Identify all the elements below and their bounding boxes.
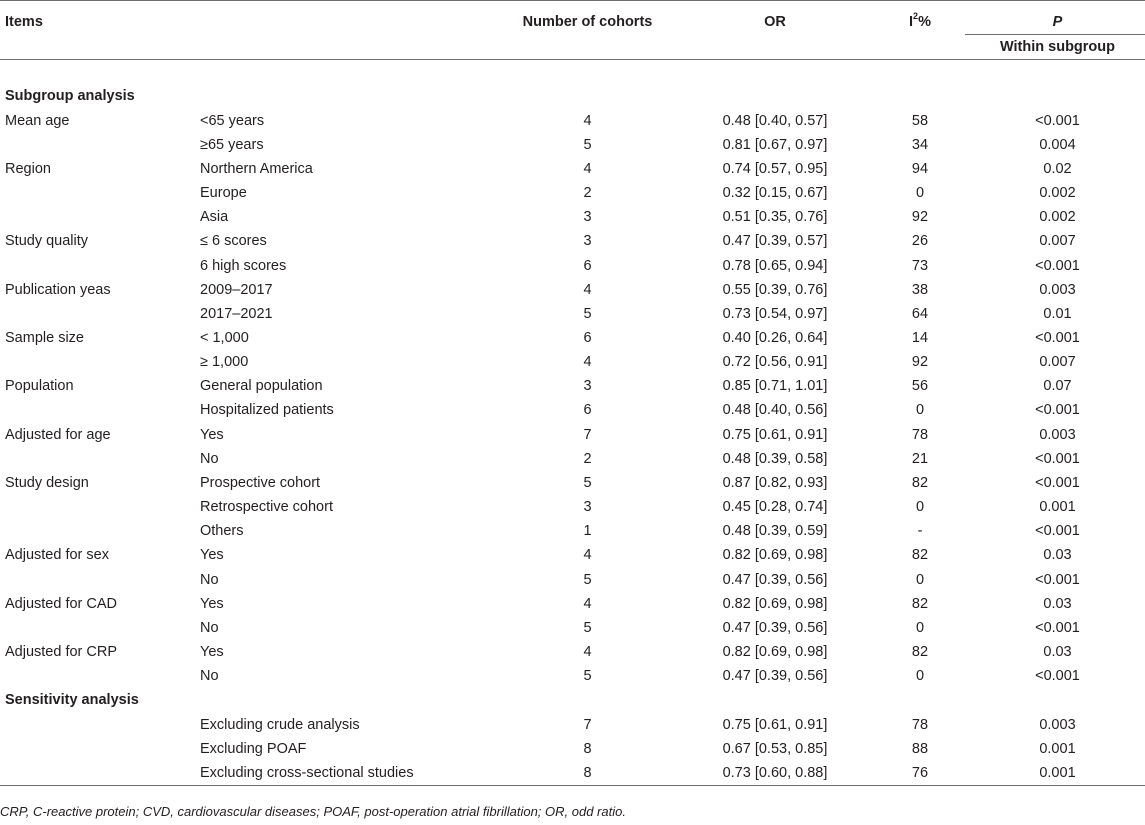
cell-i2: 76 [870,761,965,786]
cell-subgroup: Yes [200,426,224,443]
cell-i2: 0 [915,619,925,636]
cell-item: Study design [5,474,89,491]
cell-i2: 73 [911,257,929,274]
cell-p: 0.001 [965,761,1145,786]
cell-cohorts: 5 [583,305,592,322]
cell-i2: 21 [911,450,929,467]
table-row [0,133,1145,157]
cell-or: 0.75 [0.61, 0.91] [722,426,828,443]
cell-cohorts: 8 [583,740,592,757]
cell-p: 0.007 [1039,233,1076,250]
cell-subgroup: Asia [200,209,229,226]
section-row-subgroup [0,84,1145,108]
cell-or: 0.73 [0.60, 0.88] [675,761,870,786]
cell-subgroup: Retrospective cohort [200,499,333,516]
cell-p: <0.001 [1035,450,1080,467]
cell-i2: 0 [915,185,925,202]
cell-p: 0.001 [1039,499,1076,516]
cell-subgroup: No [200,571,219,588]
cell-cohorts: 5 [583,474,592,491]
cell-item [0,664,195,688]
cell-subgroup: ≤ 6 scores [200,233,267,250]
cell-subgroup: Excluding POAF [200,740,307,757]
table-row [0,761,1145,786]
cell-cohorts: 3 [583,233,592,250]
cell-i2: 82 [911,474,929,491]
table-row [0,350,1145,374]
cell-item [0,398,195,422]
cell-p: 0.003 [1039,281,1076,298]
cell-i2: 88 [911,740,929,757]
cell-cohorts: 2 [583,450,592,467]
cell-item [0,133,195,157]
table-body [0,60,1145,786]
cell-cohorts: 6 [583,257,592,274]
header-row-2 [0,35,1145,60]
header-items: Items [0,1,195,35]
table-row [0,229,1145,253]
cell-subgroup: Prospective cohort [200,474,321,491]
cell-or: 0.47 [0.39, 0.56] [722,619,828,636]
table-row [0,568,1145,592]
cell-i2: 0 [915,571,925,588]
cell-p: <0.001 [1035,474,1080,491]
cell-i2: 92 [911,209,929,226]
cell-item [0,495,195,519]
cell-i2: 0 [915,668,925,685]
cell-or: 0.75 [0.61, 0.91] [722,716,828,733]
cell-or: 0.81 [0.67, 0.97] [722,136,828,153]
cell-item [0,447,195,471]
cell-p: 0.02 [1043,160,1072,177]
cell-subgroup: 6 high scores [200,257,287,274]
cell-or: 0.47 [0.39, 0.56] [722,571,828,588]
cell-or: 0.82 [0.69, 0.98] [722,547,828,564]
cell-p: <0.001 [1035,112,1080,129]
cell-i2: 58 [911,112,929,129]
cell-item: Adjusted for CAD [5,595,118,612]
cell-item: Publication yeas [5,281,111,298]
cell-i2: 82 [911,644,929,661]
cell-p: 0.03 [1043,595,1072,612]
cell-or: 0.47 [0.39, 0.56] [722,668,828,685]
cell-item [0,181,195,205]
cell-item: Adjusted for age [5,426,111,443]
cell-or: 0.67 [0.53, 0.85] [722,740,828,757]
cell-p: 0.004 [1039,136,1076,153]
header-p: P [965,1,1145,35]
cell-cohorts: 2 [583,185,592,202]
cell-or: 0.73 [0.54, 0.97] [722,305,828,322]
cell-p: <0.001 [1035,402,1080,419]
cell-or: 0.85 [0.71, 1.01] [722,378,828,395]
cell-p: 0.002 [1039,209,1076,226]
cell-i2: 94 [911,160,929,177]
cell-item [0,761,195,786]
cell-item: Population [5,378,74,395]
cell-p: <0.001 [1035,619,1080,636]
cell-subgroup: Excluding cross-sectional studies [195,761,495,786]
cell-item [0,568,195,592]
cell-subgroup: Europe [200,185,247,202]
cell-item [0,254,195,278]
table-row [0,109,1145,133]
cell-subgroup: No [200,619,219,636]
table-row [0,278,1145,302]
cell-or: 0.48 [0.39, 0.58] [722,450,828,467]
table-row [0,447,1145,471]
cell-p: 0.007 [1039,354,1076,371]
cell-subgroup: Yes [200,595,224,612]
cell-i2: 38 [911,281,929,298]
cell-p: 0.002 [1039,185,1076,202]
cell-cohorts: 3 [583,378,592,395]
cell-item [0,737,195,761]
cell-p: <0.001 [1035,330,1080,346]
cell-cohorts: 4 [583,281,592,298]
cell-item: Region [5,160,51,177]
cell-p: 0.003 [1039,426,1076,443]
cell-cohorts: 6 [583,402,592,419]
section-title: Sensitivity analysis [5,692,139,709]
table-row [0,302,1145,326]
table-row [0,640,1145,664]
cell-cohorts: 7 [583,716,592,733]
cell-item [0,713,195,737]
table-row [0,664,1145,688]
cell-or: 0.40 [0.26, 0.64] [722,330,828,346]
cell-i2: 64 [911,305,929,322]
cell-cohorts: 4 [583,547,592,564]
cell-p: 0.03 [1043,547,1072,564]
cell-cohorts: 4 [583,644,592,661]
cell-or: 0.48 [0.40, 0.56] [722,402,828,419]
cell-item: Adjusted for CRP [5,644,118,661]
cell-item [0,616,195,640]
cell-subgroup: <65 years [200,112,265,129]
cell-subgroup: No [200,450,219,467]
cell-or: 0.48 [0.40, 0.57] [722,112,828,129]
cell-i2: 56 [911,378,929,395]
table-row [0,737,1145,761]
cell-cohorts: 4 [583,160,592,177]
cell-item [0,350,195,374]
header-or: OR [675,1,870,35]
cell-p: 0.07 [1043,378,1072,395]
table-row [0,543,1145,567]
cell-subgroup: 2009–2017 [200,281,273,298]
cell-or: 0.55 [0.39, 0.76] [722,281,828,298]
cell-p: <0.001 [1035,523,1080,540]
cell-or: 0.72 [0.56, 0.91] [722,354,828,371]
cell-i2: 78 [911,426,929,443]
cell-cohorts: 5 [583,668,592,685]
header-within-subgroup: Within subgroup [965,35,1145,60]
cell-cohorts: 5 [583,571,592,588]
cell-or: 0.45 [0.28, 0.74] [722,499,828,516]
cell-cohorts: 8 [495,761,675,786]
cell-subgroup: Hospitalized patients [200,402,334,419]
table-row [0,205,1145,229]
cell-cohorts: 4 [583,112,592,129]
cell-i2: 78 [911,716,929,733]
cell-or: 0.47 [0.39, 0.57] [722,233,828,250]
cell-i2: 82 [911,547,929,564]
cell-subgroup: ≥65 years [200,136,264,153]
cell-item: Adjusted for sex [5,547,109,564]
cell-subgroup: 2017–2021 [200,305,273,322]
cell-or: 0.74 [0.57, 0.95] [722,160,828,177]
footnote: CRP, C-reactive protein; CVD, cardiovascular diseases; POAF, post-operation atrial fibrillation; OR, odd ratio. [0,804,626,819]
cell-or: 0.32 [0.15, 0.67] [722,185,828,202]
cell-p: 0.003 [1039,716,1076,733]
table-row [0,471,1145,495]
table-row [0,495,1145,519]
cell-cohorts: 5 [583,136,592,153]
cell-subgroup: ≥ 1,000 [200,354,249,371]
cell-item: Mean age [5,112,70,129]
cell-subgroup: Others [200,523,244,540]
cell-cohorts: 4 [583,595,592,612]
cell-p: 0.03 [1043,644,1072,661]
cell-subgroup: No [200,668,219,685]
cell-i2: 34 [911,136,929,153]
cell-i2: 14 [911,330,929,346]
table-row [0,374,1145,398]
cell-i2: - [917,523,923,540]
cell-item: Sample size [5,330,84,346]
cell-item [0,302,195,326]
cell-i2: 92 [911,354,929,371]
section-row-sensitivity [0,688,1145,712]
cell-or: 0.78 [0.65, 0.94] [722,257,828,274]
header-row [0,1,1145,35]
cell-cohorts: 7 [583,426,592,443]
cell-cohorts: 3 [583,499,592,516]
cell-p: 0.001 [1039,740,1076,757]
table-row [0,326,1145,350]
cell-cohorts: 3 [583,209,592,226]
table-row [0,423,1145,447]
cell-or: 0.82 [0.69, 0.98] [722,644,828,661]
table-row [0,519,1145,543]
table-row [0,592,1145,616]
table-row [0,254,1145,278]
cell-cohorts: 1 [583,523,592,540]
cell-subgroup: < 1,000 [200,330,249,346]
header-cohorts: Number of cohorts [495,1,675,35]
cell-or: 0.87 [0.82, 0.93] [722,474,828,491]
cell-i2: 82 [911,595,929,612]
cell-p: <0.001 [1035,257,1080,274]
cell-cohorts: 6 [583,330,592,346]
cell-or: 0.48 [0.39, 0.59] [722,523,828,540]
cell-p: <0.001 [1035,571,1080,588]
cell-subgroup: Excluding crude analysis [200,716,360,733]
cell-item: Study quality [5,233,89,250]
cell-p: <0.001 [1035,668,1080,685]
cell-item [0,519,195,543]
header-i2: $I^2\%$ [870,1,965,35]
section-title: Subgroup analysis [5,88,135,105]
cell-or: 0.51 [0.35, 0.76] [722,209,828,226]
cell-subgroup: General population [200,378,323,395]
cell-i2: 0 [915,402,925,419]
table-row [0,181,1145,205]
cell-p: 0.01 [1043,305,1072,322]
cell-cohorts: 4 [583,354,592,371]
table-row [0,157,1145,181]
table-row [0,713,1145,737]
cell-item [0,205,195,229]
cell-subgroup: Yes [200,644,224,661]
cell-or: 0.82 [0.69, 0.98] [722,595,828,612]
cell-i2: 0 [915,499,925,516]
cell-i2: 26 [911,233,929,250]
table-row [0,398,1145,422]
cell-subgroup: Yes [200,547,224,564]
cell-cohorts: 5 [583,619,592,636]
cell-subgroup: Northern America [200,160,313,177]
table-row [0,616,1145,640]
